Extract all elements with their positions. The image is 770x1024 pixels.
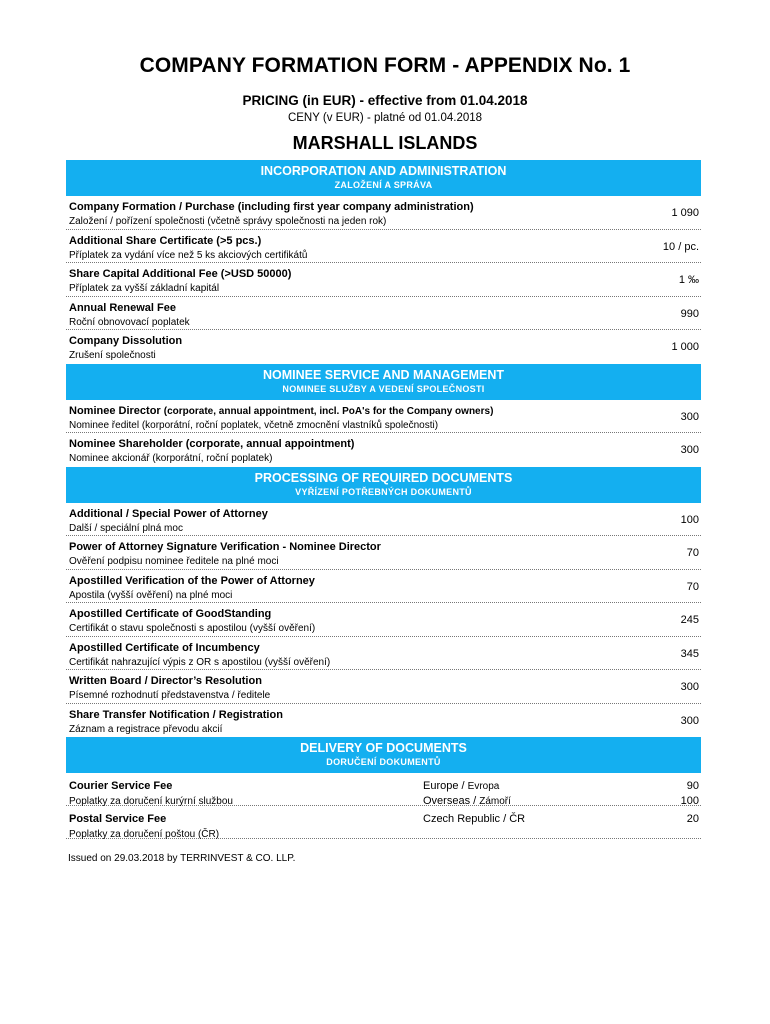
item-price: 20: [686, 813, 699, 825]
item-price: 10 / pc.: [662, 240, 699, 253]
item-name: Company Formation / Purchase (including first year company administration): [69, 201, 474, 213]
item-price: 1 ‰: [678, 274, 699, 286]
item-name-cz: Záznam a registrace převodu akcií: [69, 723, 223, 735]
delivery-row-courier: [66, 773, 701, 806]
item-name-cz: Poplatky za doručení poštou (ČR): [69, 829, 220, 840]
delivery-row-postal: [66, 806, 701, 839]
item-name-cz: Certifikát nahrazující výpis z OR s apostilou (vyšší ověření): [69, 656, 331, 668]
item-name: Apostilled Verification of the Power of Attorney: [69, 574, 315, 587]
item-name-extra: (corporate, annual appointment, incl. PoA's for the Company owners): [163, 405, 494, 417]
section-title-cz: VYŘÍZENÍ POTŘEBNÝCH DOKUMENTŮ: [295, 486, 472, 497]
section-title: PROCESSING OF REQUIRED DOCUMENTS: [254, 470, 513, 485]
item-name: Apostilled Certificate of GoodStanding: [69, 608, 272, 620]
country-heading: MARSHALL ISLANDS: [292, 133, 478, 153]
price-row: [66, 603, 701, 637]
item-name-cz: Nominee akcionář (korporátní, roční poplatek): [69, 453, 273, 464]
price-row: [66, 297, 701, 331]
item-price: 1 090: [671, 207, 699, 219]
item-price: 100: [680, 795, 699, 807]
item-name: Power of Attorney Signature Verification - Nominee Director: [69, 541, 381, 553]
item-name: Company Dissolution: [69, 335, 183, 347]
item-name: Postal Service Fee: [69, 813, 167, 825]
section-header-processing: [66, 467, 701, 503]
price-row: [66, 196, 701, 230]
item-name-cz: Nominee ředitel (korporátní, roční poplatek, včetně zmocnění vlastníků společnosti): [69, 419, 439, 431]
section-header-incorporation: [66, 160, 701, 196]
item-price: 90: [686, 780, 699, 792]
item-price: 70: [686, 580, 699, 593]
price-row: [66, 704, 701, 738]
item-name: Additional Share Certificate (>5 pcs.): [69, 234, 262, 247]
item-name-cz: Založení / pořízení společnosti (včetně správy společnosti na jeden rok): [69, 216, 387, 227]
item-price: 300: [680, 681, 699, 693]
section-title: NOMINEE SERVICE AND MANAGEMENT: [263, 367, 504, 382]
section-header-delivery: [66, 737, 701, 773]
issued-note: Issued on 29.03.2018 by TERRINVEST & CO. LLP.: [68, 853, 296, 864]
price-row: [66, 400, 701, 434]
document-title: COMPANY FORMATION FORM - APPENDIX No. 1: [139, 54, 631, 77]
price-row: [66, 433, 701, 467]
item-price: 300: [680, 410, 699, 423]
item-name-cz: Apostila (vyšší ověření) na plné moci: [69, 589, 233, 601]
pricing-subtitle: PRICING (in EUR) - effective from 01.04.2018: [242, 93, 528, 108]
item-name: Nominee Shareholder (corporate, annual appointment): [69, 438, 355, 450]
price-row: [66, 570, 701, 604]
item-name-cz: Písemné rozhodnutí představenstva / ředitele: [69, 690, 271, 701]
item-price: 245: [680, 614, 699, 626]
item-price: 300: [680, 444, 699, 456]
item-name: [69, 405, 493, 417]
section-title: INCORPORATION AND ADMINISTRATION: [260, 164, 507, 178]
item-name-cz: Roční obnovovací poplatek: [69, 316, 190, 328]
section-title: DELIVERY OF DOCUMENTS: [300, 741, 467, 755]
price-row: [66, 637, 701, 671]
item-name-cz: Ověření podpisu nominee ředitele na plné moci: [69, 556, 279, 567]
price-row: [66, 230, 701, 264]
item-name-cz: Příplatek za vydání více než 5 ks akciových certifikátů: [69, 249, 308, 261]
item-price: 100: [680, 513, 699, 526]
section-title-cz: NOMINEE SLUŽBY A VEDENÍ SPOLEČNOSTI: [282, 383, 485, 394]
section-header-nominee: [66, 364, 701, 400]
price-row: [66, 503, 701, 537]
item-price: 345: [680, 647, 699, 660]
item-name: Share Transfer Notification / Registration: [69, 708, 283, 721]
price-row: [66, 330, 701, 364]
item-name-cz: Zrušení společnosti: [69, 350, 156, 361]
item-name: Apostilled Certificate of Incumbency: [69, 641, 260, 654]
item-price: 300: [680, 714, 699, 727]
item-name: Annual Renewal Fee: [69, 301, 176, 314]
item-price: 70: [686, 547, 699, 559]
price-row: [66, 536, 701, 570]
item-name-cz: Poplatky za doručení kurýrní službou: [69, 796, 233, 807]
pricing-subtitle-cz: CENY (v EUR) - platné od 01.04.2018: [287, 112, 483, 124]
item-name: Written Board / Director’s Resolution: [69, 675, 262, 687]
item-name: Additional / Special Power of Attorney: [69, 507, 268, 520]
item-name: Courier Service Fee: [69, 780, 173, 792]
price-row: [66, 263, 701, 297]
destination-label: Europe /: [423, 780, 465, 792]
section-title-cz: ZALOŽENÍ A SPRÁVA: [334, 180, 433, 190]
section-title-cz: DORUČENÍ DOKUMENTŮ: [326, 757, 441, 767]
item-name-cz: Příplatek za vyšší základní kapitál: [69, 283, 220, 294]
item-name: Share Capital Additional Fee (>USD 50000): [69, 268, 292, 280]
item-name-cz: Certifikát o stavu společnosti s apostilou (vyšší ověření): [69, 623, 316, 634]
price-row: [66, 670, 701, 704]
destination-label-cz: Zámoří: [479, 796, 511, 807]
item-name-cz: Další / speciální plná moc: [69, 522, 183, 534]
destination-czech: Czech Republic / ČR: [423, 813, 526, 825]
destination-europe: [423, 780, 499, 792]
item-name-main: Nominee Director: [69, 404, 161, 417]
item-price: 990: [680, 307, 699, 320]
destination-label-cz: Evropa: [467, 781, 500, 792]
price-table: [66, 160, 701, 839]
destination-label: Overseas /: [423, 795, 477, 807]
item-price: 1 000: [671, 341, 699, 353]
